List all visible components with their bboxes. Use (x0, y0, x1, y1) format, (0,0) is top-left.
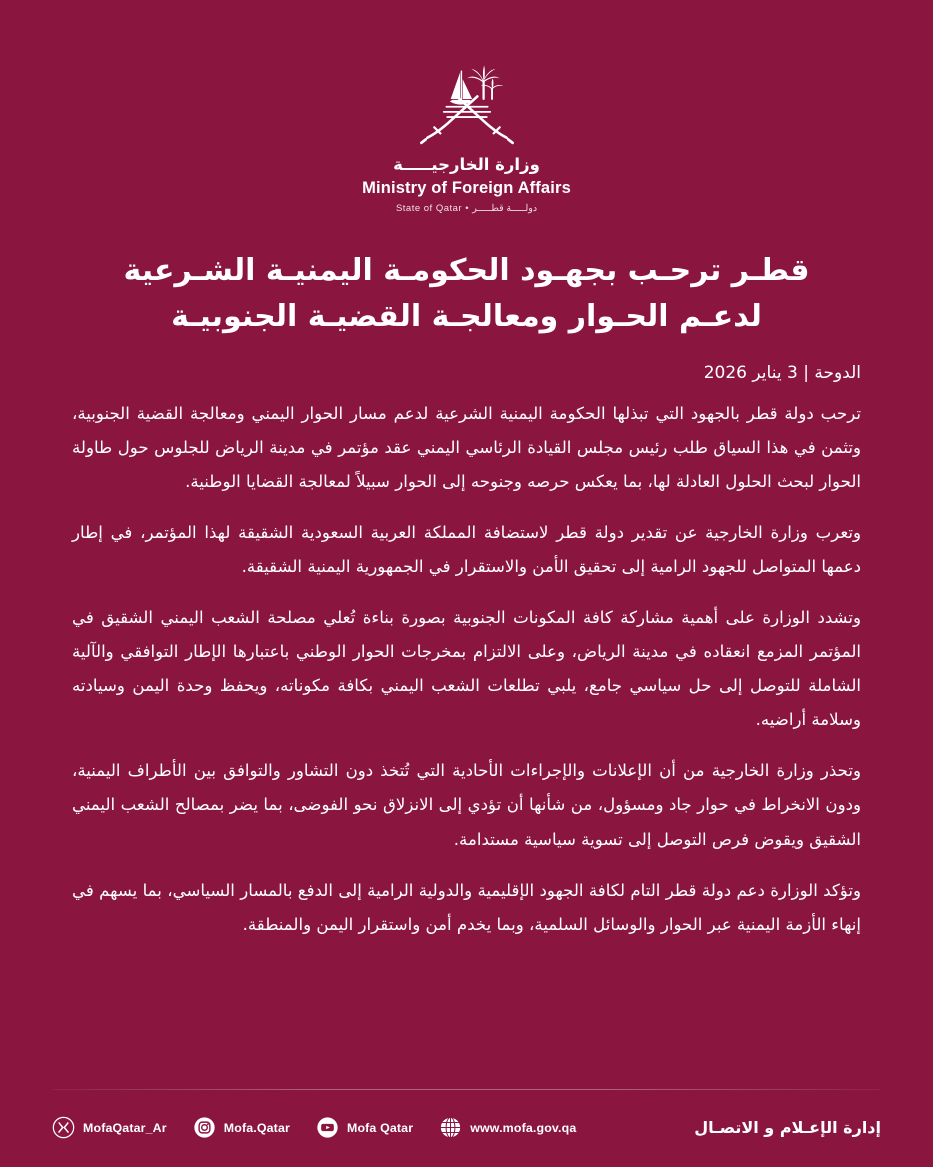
dateline: الدوحة | 3 يناير 2026 (703, 363, 861, 384)
statement-paragraph: وتشدد الوزارة على أهمية مشاركة كافة المكونات الجنوبية بصورة بناءة تُعلي مصلحة الشعب اليمني الشقيق في المؤتمر المزمع انعقاده في مدينة الرياض، وعلى الالتزام بمخرجات الحوار الوطني باعتبارها الإطار التوافقي والآلية الشاملة للتوصل إلى حل سياسي جامع، يلبي تطلعات الشعب اليمني بكافة مكوناته، ويحفظ وحدة اليمن وسيادته وسلامة أراضيه. (72, 608, 861, 730)
statement-paragraph: وتعرب وزارة الخارجية عن تقدير دولة قطر لاستضافة المملكة العربية السعودية الشقيقة لهذا المؤتمر، في إطار دعمها المتواصل للجهود الرامية إلى تحقيق الأمن والاستقرار في الجمهورية اليمنية الشقيقة. (72, 523, 861, 577)
qatar-state-emblem-icon (415, 62, 519, 148)
globe-icon (439, 1116, 462, 1139)
statement-body (72, 397, 861, 941)
state-of-qatar-line: State of Qatar • دولـــــة قطـــــر (395, 203, 538, 215)
social-link-x[interactable] (52, 1116, 167, 1139)
statement-paragraph: وتحذر وزارة الخارجية من أن الإعلانات والإجراءات الأحادية التي تُتخذ دون التشاور والتوافق بين الأطراف اليمنية، ودون الانخراط في حوار جاد ومسؤول، من شأنها أن تؤدي إلى الانزلاق نحو الفوضى، بما يضر بمصالح الشعب اليمني الشقيق ويقوض فرص التوصل إلى تسوية سياسية مستدامة. (72, 761, 861, 849)
page-footer (0, 1089, 933, 1167)
social-label-website: www.mofa.gov.qa (470, 1120, 577, 1135)
youtube-icon (316, 1116, 339, 1139)
social-label-instagram: Mofa.Qatar (223, 1120, 290, 1135)
social-link-instagram[interactable] (193, 1116, 290, 1139)
social-links (52, 1116, 576, 1139)
social-label-youtube: Mofa Qatar (346, 1120, 414, 1135)
footer-divider (52, 1089, 881, 1090)
ministry-logo-block (72, 62, 861, 214)
statement-paragraph: ترحب دولة قطر بالجهود التي تبذلها الحكومة اليمنية الشرعية لدعم مسار الحوار اليمني ومعالجة القضية الجنوبية، وتثمن في هذا السياق طلب رئيس مجلس القيادة الرئاسي اليمني عقد مؤتمر في مدينة الرياض للجلوس حول طاولة الحوار لبحث الحلول العادلة لها، بما يعكس حرصه وجنوحه إلى الحوار سبيلاً لمعالجة القضايا الوطنية. (72, 404, 861, 492)
ministry-name-english: Ministry of Foreign Affairs (362, 179, 571, 198)
instagram-icon (193, 1116, 216, 1139)
social-link-youtube[interactable] (316, 1116, 413, 1139)
page-title: قطـر ترحـب بجهـود الحكومـة اليمنيـة الشـرعية لدعـم الحـوار ومعالجـة القضيـة الجنوبيـة (123, 253, 810, 334)
ministry-name-arabic: وزارة الخارجيـــــة (393, 155, 540, 174)
social-label-x: MofaQatar_Ar (83, 1120, 167, 1135)
statement-paragraph: وتؤكد الوزارة دعم دولة قطر التام لكافة الجهود الإقليمية والدولية الرامية إلى الدفع بالمسار السياسي، بما يسهم في إنهاء الأزمة اليمنية عبر الحوار والوسائل السلمية، وبما يخدم أمن واستقرار اليمن والمنطقة. (72, 880, 861, 934)
social-link-website[interactable] (439, 1116, 576, 1139)
department-label: إدارة الإعـلام و الاتصـال (694, 1118, 881, 1137)
x-twitter-icon (52, 1116, 75, 1139)
